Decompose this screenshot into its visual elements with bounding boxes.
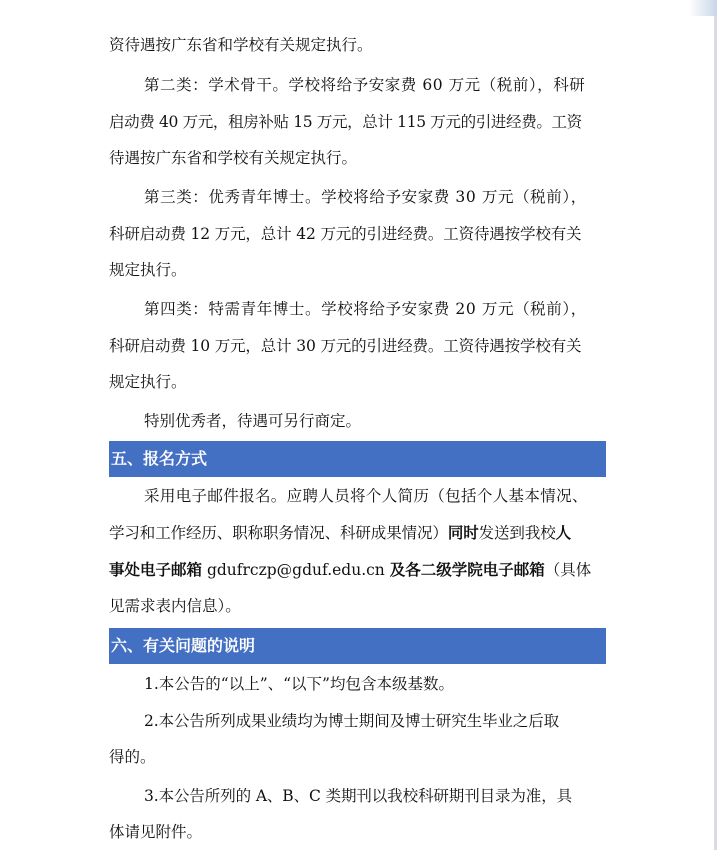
list-item: 1.本公告的“以上”、“以下”均包含本级基数。 bbox=[144, 675, 454, 693]
list-item-continuation: 得的。 bbox=[109, 748, 156, 766]
paragraph-line: 规定执行。 bbox=[109, 373, 187, 391]
paragraph-line: 第三类：优秀青年博士。学校将给予安家费 30 万元（税前）， bbox=[144, 188, 587, 206]
paragraph-line: 第二类：学术骨干。学校将给予安家费 60 万元（税前），科研 bbox=[144, 76, 586, 94]
email-address: gdufrczp@gduf.edu.cn bbox=[202, 561, 390, 579]
paragraph-line: 事处电子邮箱 gdufrczp@gduf.edu.cn 及各二级学院电子邮箱（具体 bbox=[109, 561, 592, 579]
list-item: 2.本公告所列成果业绩均为博士期间及博士研究生毕业之后取 bbox=[144, 712, 559, 730]
paragraph-line: 第四类：特需青年博士。学校将给予安家费 20 万元（税前）， bbox=[144, 300, 587, 318]
corner-highlight bbox=[689, 0, 717, 16]
paragraph-line: 科研启动费 10 万元，总计 30 万元的引进经费。工资待遇按学校有关 bbox=[109, 337, 582, 355]
paragraph-line: 特别优秀者，待遇可另行商定。 bbox=[144, 412, 362, 430]
section-heading-notes: 六、有关问题的说明 bbox=[109, 628, 606, 664]
paragraph-line: 规定执行。 bbox=[109, 261, 187, 279]
list-item: 3.本公告所列的 A、B、C 类期刊以我校科研期刊目录为准，具 bbox=[144, 787, 572, 805]
list-item-continuation: 体请见附件。 bbox=[109, 823, 203, 841]
paragraph-line: 采用电子邮件报名。应聘人员将个人简历（包括个人基本情况、 bbox=[144, 487, 588, 505]
paragraph-line: 启动费 40 万元，租房补贴 15 万元，总计 115 万元的引进经费。工资 bbox=[109, 113, 582, 131]
section-heading-registration: 五、报名方式 bbox=[109, 441, 606, 477]
paragraph-line: 见需求表内信息）。 bbox=[109, 597, 241, 615]
paragraph-line: 资待遇按广东省和学校有关规定执行。 bbox=[109, 36, 373, 54]
paragraph-line: 待遇按广东省和学校有关规定执行。 bbox=[109, 149, 358, 167]
paragraph-line: 学习和工作经历、职称职务情况、科研成果情况）同时发送到我校人 bbox=[109, 524, 572, 542]
paragraph-line: 科研启动费 12 万元，总计 42 万元的引进经费。工资待遇按学校有关 bbox=[109, 225, 582, 243]
